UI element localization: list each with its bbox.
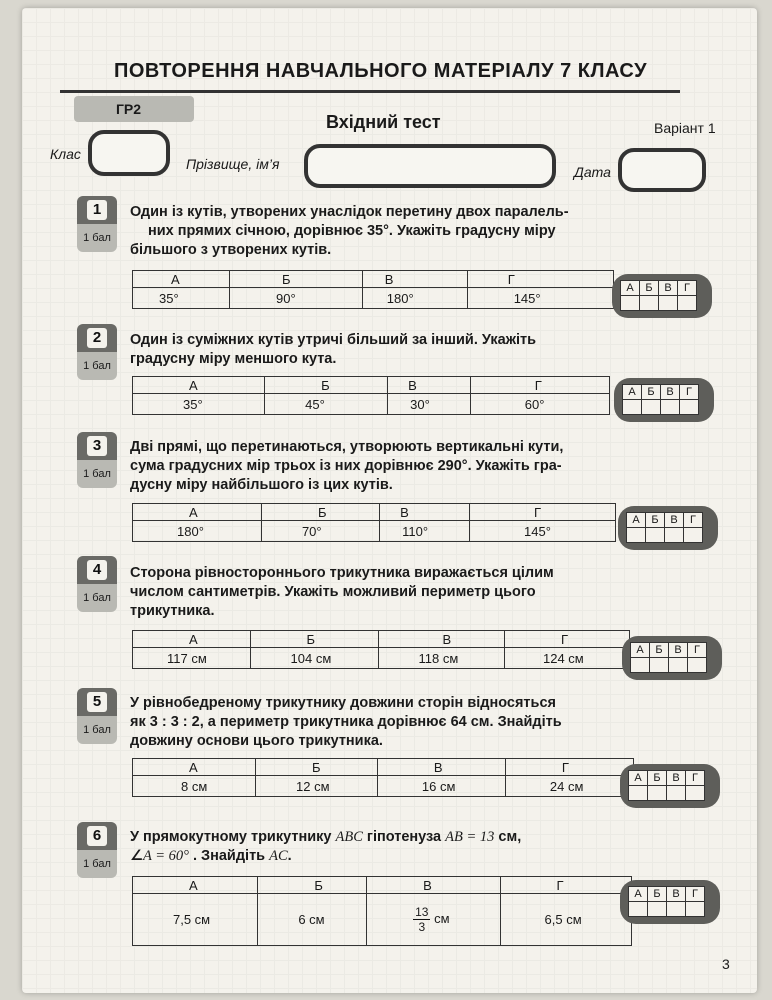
question-points: 1 бал (77, 716, 117, 744)
class-field[interactable] (88, 130, 170, 176)
title-divider (60, 90, 680, 93)
answer-grid[interactable]: А Б В Г (612, 274, 712, 318)
question-text: Один із кутів, утворених унаслідок перетину двох паралель- них прямих січною, дорівнює 35°. Укажіть градусну міру більшого з утворених кутів. (130, 204, 569, 258)
answer-table: А Б В Г 117 см 104 см 118 см 124 см (132, 630, 630, 669)
answer-grid[interactable]: А Б В Г (620, 880, 720, 924)
answer-table: А Б В Г 35° 90° 180° 145° (132, 270, 614, 309)
question-text: Дві прямі, що перетинаються, утворюють вертикальні кути, сума градусних мір трьох із них дорівнює 290°. Укажіть гра- дусну міру найбільшого із цих кутів. (130, 439, 564, 493)
fraction-answer: $\frac{13}{3}$ см (367, 894, 500, 946)
question-number: 2 (77, 324, 117, 352)
question-number: 3 (77, 432, 117, 460)
question-number: 4 (77, 556, 117, 584)
answer-table: А Б В Г 7,5 см 6 см $\frac{13}{3}$ см 6,5 см (132, 876, 632, 946)
answer-table: А Б В Г 35° 45° 30° 60° (132, 376, 610, 415)
variant-label: Варіант 1 (654, 120, 716, 136)
answer-table: А Б В Г 180° 70° 110° 145° (132, 503, 616, 542)
answer-grid[interactable]: А Б В Г (620, 764, 720, 808)
name-field[interactable] (304, 144, 556, 188)
question-text: Один із суміжних кутів утричі більший за інший. Укажіть градусну міру меншого кута. (130, 332, 537, 367)
question-points: 1 бал (77, 850, 117, 878)
page-number: 3 (722, 956, 730, 972)
test-title: Вхідний тест (326, 112, 441, 132)
question-points: 1 бал (77, 352, 117, 380)
name-label: Прізвище, ім’я (186, 156, 280, 172)
question-text: У рівнобедреному трикутнику довжини сторін відносяться як 3 : 3 : 2, а периметр трикутника дорівнює 64 см. Знайдіть довжину основи цього трикутника. (130, 695, 562, 749)
answer-grid[interactable]: А Б В Г (618, 506, 718, 550)
answer-grid[interactable]: А Б В Г (622, 636, 722, 680)
date-label: Дата (574, 164, 611, 180)
class-label: Клас (50, 146, 81, 162)
question-text: У прямокутному трикутнику ABC гіпотенуза AB = 13 см, ∠A = 60° . Знайдіть AC. (130, 829, 522, 864)
date-field[interactable] (618, 148, 706, 192)
answer-table: А Б В Г 8 см 12 см 16 см 24 см (132, 758, 634, 797)
question-points: 1 бал (77, 584, 117, 612)
question-number: 6 (77, 822, 117, 850)
worksheet-page (22, 8, 757, 993)
question-number: 1 (77, 196, 117, 224)
question-points: 1 бал (77, 224, 117, 252)
question-text: Сторона рівностороннього трикутника виражається цілим числом сантиметрів. Укажіть можливий периметр цього трикутника. (130, 565, 554, 619)
page-title: ПОВТОРЕННЯ НАВЧАЛЬНОГО МАТЕРІАЛУ 7 КЛАСУ (114, 60, 648, 82)
answer-grid[interactable]: А Б В Г (614, 378, 714, 422)
group-badge: ГР2 (74, 96, 194, 122)
question-number: 5 (77, 688, 117, 716)
question-points: 1 бал (77, 460, 117, 488)
